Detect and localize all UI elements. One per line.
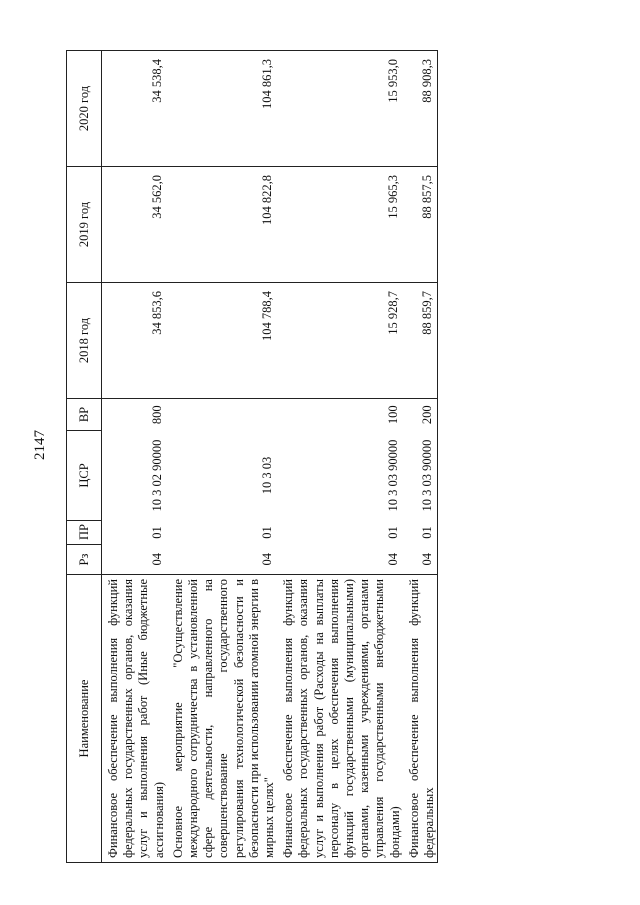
table-row — [403, 51, 438, 863]
header-2019: 2019 год — [67, 167, 102, 283]
header-vr: ВР — [67, 399, 102, 431]
row-pr: 01 — [403, 521, 438, 545]
row-csr: 10 3 03 90000 — [385, 439, 400, 512]
row-rz: 04 — [277, 545, 403, 575]
table-header-row — [67, 51, 102, 863]
header-csr: ЦСР — [67, 431, 102, 521]
table-row — [167, 51, 277, 863]
row-rz: 04 — [102, 545, 167, 575]
row-2019: 15 965,3 — [277, 167, 403, 283]
header-2018: 2018 год — [67, 283, 102, 399]
row-pr: 01 — [260, 526, 275, 539]
row-rz: 04 — [167, 545, 277, 575]
row-name: Финансовое обеспечение выполнения функций федеральных государственных органов, оказания услуг и выполнения работ (Иные бюджетные ассигнования) — [102, 575, 167, 863]
row-2020: 88 908,3 — [403, 51, 438, 167]
row-2020: 104 861,3 — [167, 51, 277, 167]
budget-table — [66, 50, 438, 863]
row-csr: 10 3 02 90000 — [149, 439, 164, 512]
row-2019: 104 822,8 — [167, 167, 277, 283]
row-2019: 34 562,0 — [102, 167, 167, 283]
row-2018: 104 788,4 — [167, 283, 277, 399]
row-csr: 10 3 03 — [260, 456, 275, 495]
table-row — [102, 51, 167, 863]
header-pr: ПР — [67, 521, 102, 545]
row-pr: 01 — [149, 526, 164, 539]
row-2019: 88 857,5 — [403, 167, 438, 283]
row-vr: 800 — [102, 399, 167, 431]
row-name: Финансовое обеспечение выполнения функций федеральных — [403, 575, 438, 863]
rotated-page — [20, 5, 620, 885]
table-row — [277, 51, 403, 863]
row-2020: 15 953,0 — [277, 51, 403, 167]
row-vr: 200 — [403, 399, 438, 431]
row-name: Основное мероприятие "Осуществление международного сотрудничества в установленной сфере деятельности, направленного на совершенствование государственного регулирования технологической безопасности и безопасности при использовании атомной энергии в мирных целях" — [167, 575, 277, 863]
header-2020: 2020 год — [67, 51, 102, 167]
row-2018: 15 928,7 — [277, 283, 403, 399]
row-vr — [167, 399, 277, 431]
row-2018: 34 853,6 — [102, 283, 167, 399]
row-rz: 04 — [403, 545, 438, 575]
header-name: Наименование — [67, 575, 102, 863]
header-rz: Рз — [67, 545, 102, 575]
row-2020: 34 538,4 — [102, 51, 167, 167]
row-pr: 01 — [385, 526, 400, 539]
row-vr: 100 — [277, 399, 403, 431]
row-csr: 10 3 03 90000 — [403, 431, 438, 521]
row-name: Финансовое обеспечение выполнения функций федеральных государственных органов, оказания услуг и выполнения работ (Расходы на выплаты персоналу в целях обеспечения выполнения функций государственными (муниципальными) органами, казенными учреждениями, органами управления государственными внебюджетными фондами) — [277, 575, 403, 863]
page-number: 2147 — [32, 430, 48, 460]
row-2018: 88 859,7 — [403, 283, 438, 399]
